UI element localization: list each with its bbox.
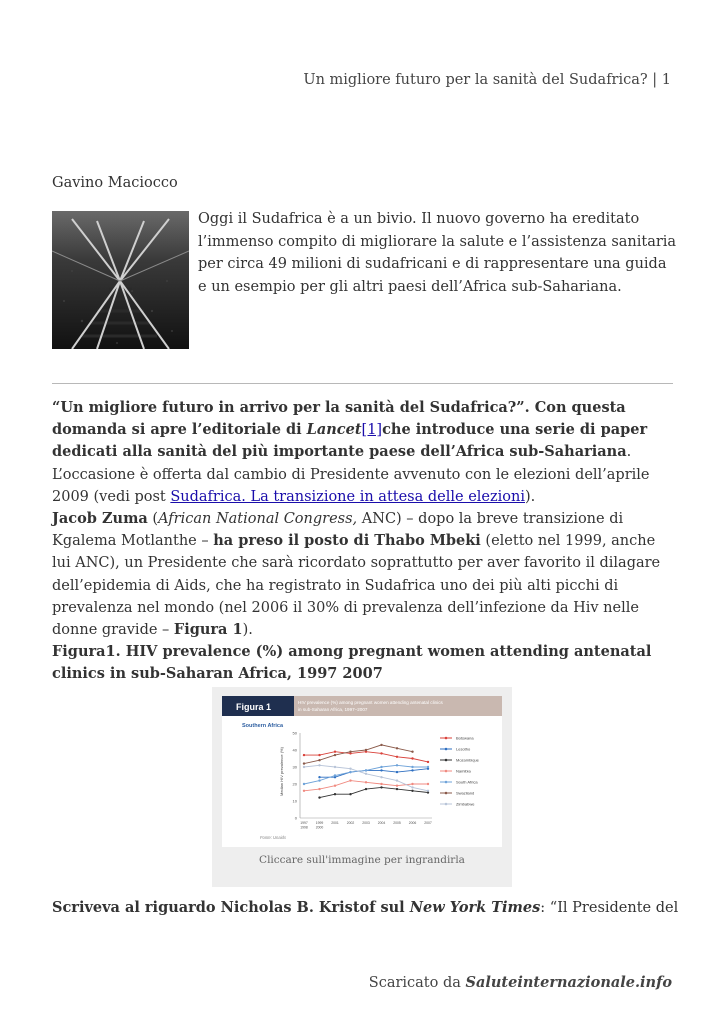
closing-text: : “Il Presidente del: [540, 900, 679, 916]
p2-text-1: (: [147, 511, 159, 528]
x-tick-label: 2004: [377, 821, 386, 825]
data-point-namibia: [411, 783, 413, 785]
data-point-namibia: [349, 779, 351, 781]
x-tick-label: 2001: [331, 821, 339, 825]
data-point-mozambique: [334, 793, 336, 795]
legend-marker-lesotho: [445, 748, 448, 751]
data-point-zimbabwe: [303, 766, 305, 768]
data-point-south-africa: [396, 764, 398, 766]
page-footer: [369, 974, 672, 991]
data-point-botswana: [303, 754, 305, 756]
legend-label-zimbabwe: Zimbabwe: [456, 801, 475, 807]
data-point-lesotho: [380, 769, 382, 771]
closing-paragraph: [52, 899, 678, 916]
figure-badge: Figura 1: [236, 702, 272, 712]
footer-site: Saluteinternazionale.info: [465, 974, 672, 991]
data-point-swaziland: [380, 744, 382, 746]
hiv-prevalence-chart: [222, 696, 502, 847]
footer-prefix: Scaricato da: [368, 975, 466, 991]
data-point-zimbabwe: [365, 773, 367, 775]
reference-link-1[interactable]: [1]: [361, 422, 383, 439]
y-tick-label: 10: [292, 798, 297, 804]
data-point-botswana: [334, 751, 336, 753]
figure-title-bar: [294, 696, 502, 716]
data-point-lesotho: [318, 776, 320, 778]
legend-label-swaziland: Swaziland: [456, 790, 475, 796]
data-point-south-africa: [411, 766, 413, 768]
party-name: African National Congress,: [158, 511, 358, 528]
data-point-botswana: [427, 761, 429, 763]
data-point-botswana: [318, 754, 320, 756]
y-tick-label: 50: [292, 730, 297, 736]
data-point-mozambique: [318, 796, 320, 798]
data-point-south-africa: [334, 774, 336, 776]
figure-image[interactable]: [222, 696, 502, 847]
figure-ylabel: Median HIV prevalence (%): [279, 747, 284, 796]
data-point-mozambique: [349, 793, 351, 795]
figure-source: Fonte: Unaids: [260, 835, 287, 840]
p2-text-4: ).: [242, 622, 253, 639]
data-point-namibia: [303, 790, 305, 792]
data-point-swaziland: [365, 749, 367, 751]
figure-container[interactable]: [212, 687, 512, 887]
y-tick-label: 40: [292, 747, 297, 753]
data-point-south-africa: [380, 766, 382, 768]
data-point-zimbabwe: [380, 776, 382, 778]
paragraph-1-end: ).: [525, 488, 536, 505]
data-point-namibia: [318, 788, 320, 790]
page-header: Un migliore futuro per la sanità del Sudafrica? | 1: [303, 72, 671, 88]
x-tick-label: 2006: [408, 821, 417, 825]
data-point-mozambique: [411, 790, 413, 792]
data-point-swaziland: [349, 751, 351, 753]
lancet-title: Lancet: [306, 421, 362, 439]
legend-marker-namibia: [445, 770, 448, 773]
figure-region: Southern Africa: [242, 723, 284, 729]
x-tick-label: 1997: [300, 821, 308, 825]
p2-text-3: (eletto nel 1999, anche lui ANC), un Presidente che sarà ricordato soprattutto per aver favorito il dilagare dell’epidemia di Aids, che ha registrato in Sudafrica uno dei più alti picchi di prevalenza nel mondo (nel 2006 il 30% di prevalenza dell’infezione da Hiv nelle donne gravide –: [52, 533, 661, 639]
divider: [52, 383, 673, 384]
lead-bold-1: “Un migliore futuro in arrivo per la sanità del Sudafrica?”. Con questa domanda si apre l’editoriale di: [52, 399, 626, 439]
x-tick-label: 2002: [346, 821, 355, 825]
series-line-zimbabwe: [304, 765, 428, 791]
data-point-botswana: [380, 752, 382, 754]
x-tick-label: 2000: [315, 825, 324, 830]
paragraph-1-text: . L’occasione è offerta dal cambio di Presidente avvenuto con le elezioni dell’aprile 2009 (vedi post: [52, 444, 650, 505]
data-point-mozambique: [380, 786, 382, 788]
data-point-lesotho: [396, 771, 398, 773]
x-tick-label: 2003: [362, 821, 370, 825]
data-point-botswana: [411, 757, 413, 759]
y-tick-label: 20: [292, 781, 297, 787]
data-point-swaziland: [396, 747, 398, 749]
data-point-south-africa: [427, 766, 429, 768]
lead-bold-2: che introduce una serie di paper dedicati alla sanità del più importante paese dell’Africa sub-Sahariana: [52, 421, 648, 461]
closing-bold-1: Scriveva al riguardo Nicholas B. Kristof sul: [52, 899, 410, 916]
y-tick-label: 0: [294, 815, 297, 821]
legend-marker-south-africa: [445, 781, 448, 784]
legend-label-mozambique: Mozambique: [456, 757, 479, 763]
series-line-botswana: [304, 752, 428, 762]
figure-caption: Cliccare sull'immagine per ingrandirla: [259, 854, 465, 866]
intro-paragraph: Oggi il Sudafrica è a un bivio. Il nuovo governo ha ereditato l’immenso compito di migliorare la salute e l’assistenza sanitaria per circa 49 milioni di sudafricani e di rappresentare una guida e un esempio per gli altri paesi dell’Africa sub-Sahariana.: [198, 211, 677, 295]
legend-marker-zimbabwe: [445, 803, 448, 806]
author-name: Gavino Maciocco: [52, 175, 178, 191]
data-point-south-africa: [349, 771, 351, 773]
legend-marker-mozambique: [445, 759, 448, 762]
data-point-namibia: [365, 781, 367, 783]
data-point-swaziland: [303, 762, 305, 764]
data-point-mozambique: [396, 788, 398, 790]
mbeki-bold: ha preso il posto di Thabo Mbeki: [213, 532, 481, 550]
data-point-swaziland: [411, 751, 413, 753]
x-tick-label: 2005: [393, 821, 401, 825]
x-tick-label: 1998: [300, 825, 308, 830]
p2-text-2: ANC) – dopo la breve transizione di Kgalema Motlanthe –: [52, 511, 624, 550]
data-point-zimbabwe: [318, 764, 320, 766]
figure-title-1: HIV prevalence (%) among pregnant women attending antenatal clinics: [298, 700, 443, 705]
legend-label-lesotho: Lesotho: [456, 746, 471, 752]
legend-label-south-africa: South Africa: [456, 779, 478, 785]
legend-marker-swaziland: [445, 792, 448, 795]
data-point-namibia: [396, 785, 398, 787]
series-line-mozambique: [320, 787, 429, 797]
legend-marker-botswana: [445, 737, 448, 740]
data-point-botswana: [396, 756, 398, 758]
data-point-namibia: [334, 785, 336, 787]
data-point-swaziland: [318, 759, 320, 761]
data-point-south-africa: [318, 779, 320, 781]
x-tick-label: 1999: [315, 821, 324, 825]
figure-title-2: in sub-Saharan Africa, 1997–2007: [298, 707, 368, 712]
data-point-zimbabwe: [427, 790, 429, 792]
figure-heading-text: Figura1. HIV prevalence (%) among pregnant women attending antenatal clinics in sub-Saharan Africa, 1997 2007: [52, 643, 652, 683]
data-point-namibia: [380, 783, 382, 785]
figure-heading: [52, 641, 677, 685]
data-point-lesotho: [411, 769, 413, 771]
paragraph-1: [52, 397, 677, 508]
y-tick-label: 30: [292, 764, 297, 770]
railway-tracks-image: [52, 211, 189, 349]
data-point-zimbabwe: [349, 768, 351, 770]
x-tick-label: 2007: [424, 821, 432, 825]
article-thumbnail[interactable]: [52, 211, 189, 349]
post-link-sudafrica[interactable]: Sudafrica. La transizione in attesa delle elezioni: [170, 488, 525, 505]
data-point-zimbabwe: [334, 766, 336, 768]
data-point-namibia: [427, 783, 429, 785]
data-point-south-africa: [365, 769, 367, 771]
legend-label-namibia: Namibia: [456, 768, 471, 774]
data-point-zimbabwe: [396, 779, 398, 781]
data-point-mozambique: [365, 788, 367, 790]
legend-label-botswana: Botswana: [456, 735, 474, 741]
jacob-zuma-name: Jacob Zuma: [52, 510, 148, 528]
paragraph-2: [52, 508, 677, 641]
nyt-title: New York Times: [409, 899, 541, 916]
data-point-swaziland: [334, 754, 336, 756]
article-body: [52, 397, 677, 686]
data-point-zimbabwe: [411, 786, 413, 788]
data-point-south-africa: [303, 783, 305, 785]
figure-ref: Figura 1: [173, 621, 243, 639]
